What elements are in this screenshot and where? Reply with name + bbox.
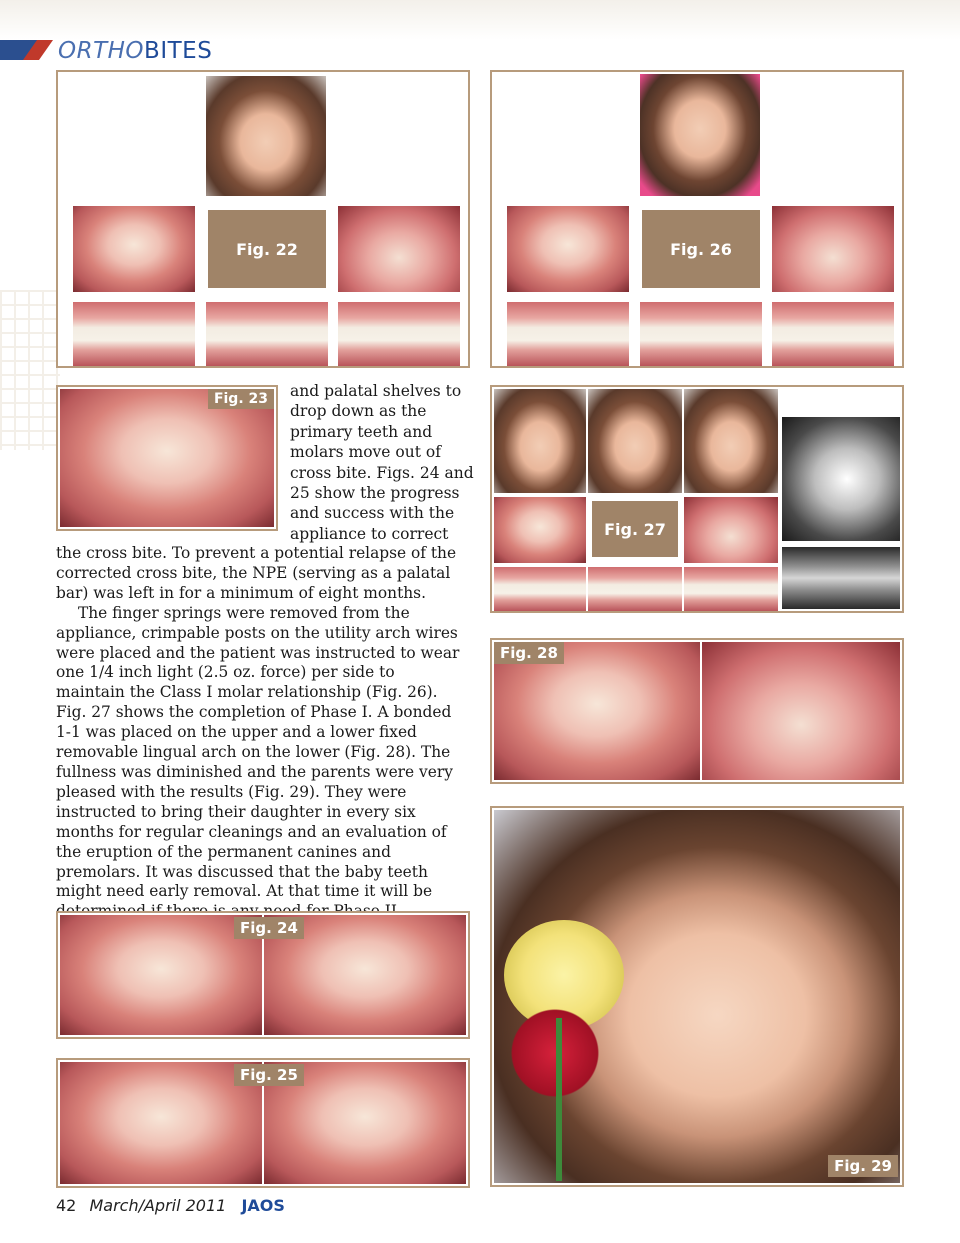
article-paragraph: The finger springs were removed from the appliance, crimpable posts on the utility arch wires were placed and the patient was instructed to wear one 1/4 inch light (2.5 oz. force) per side to maintain the Class I molar relationship (Fig. 26). Fig. 27 shows the completion of Phase I. A bonded 1-1 was placed on the upper and a lower fixed removable lingual arch on the lower (Fig. 28). The fullness was diminished and the parents were very pleased with the results (Fig. 29). They were instructed to bring their daughter in every six months for regular cleanings and an evaluation of the eruption of the permanent canines and premolars. It was discussed that the baby teeth might need early removal. At that time it will be [56, 603, 460, 901]
fig27-smile-photo [494, 389, 586, 493]
fig28-panel [490, 638, 904, 784]
fig22-label: Fig. 22 [208, 210, 326, 288]
fig26-panel [490, 70, 904, 368]
fig26-upper-occlusal-photo [507, 206, 629, 292]
fig23-label: Fig. 23 [208, 389, 274, 409]
fig26-lower-occlusal-photo [772, 206, 894, 292]
top-band [0, 0, 960, 40]
article-body [56, 544, 468, 922]
wrap-line: appliance to correct [290, 524, 449, 543]
fig27-lower-occlusal-photo [684, 497, 778, 563]
fig27-ceph-xray [782, 417, 900, 541]
fig26-label: Fig. 26 [642, 210, 760, 288]
article-wrap-text [290, 381, 475, 544]
fig28-lower-occlusal-photo [702, 642, 900, 780]
fig22-left-buccal-photo [338, 302, 460, 366]
fig27-profile-photo [684, 389, 778, 493]
wrap-line: molars move out of [290, 443, 441, 462]
fig29-label: Fig. 29 [828, 1155, 898, 1177]
fig27-upper-occlusal-photo [494, 497, 586, 563]
fig23-palatal-photo [60, 389, 274, 527]
page-number: 42 [56, 1196, 77, 1215]
fig26-right-buccal-photo [507, 302, 629, 366]
fig29-panel [490, 806, 904, 1187]
fig24-panel [56, 911, 470, 1039]
fig22-right-buccal-photo [73, 302, 195, 366]
fig22-frontal-photo [206, 302, 328, 366]
section-title: ORTHOBITES [58, 38, 213, 64]
fig27-label: Fig. 27 [592, 501, 678, 557]
fig27-panoramic-xray [782, 547, 900, 609]
fig28-label: Fig. 28 [494, 642, 564, 664]
wrap-line: primary teeth and [290, 422, 433, 441]
decorative-grid [0, 290, 60, 450]
red-flower [500, 1008, 610, 1098]
magazine-name: JAOS [241, 1196, 285, 1215]
article-paragraph: the cross bite. To prevent a potential relapse of the corrected cross bite, the NPE (serving as a palatal bar) was left in for a minimum of eight months. [56, 544, 457, 602]
fig26-frontal-photo [640, 302, 762, 366]
page-footer [56, 1196, 285, 1215]
fig25-panel [56, 1058, 470, 1188]
fig22-panel [56, 70, 470, 368]
fig27-panel [490, 385, 904, 613]
wrap-line: and palatal shelves to [290, 382, 462, 400]
fig26-left-buccal-photo [772, 302, 894, 366]
fig24-label: Fig. 24 [234, 917, 304, 939]
fig22-upper-occlusal-photo [73, 206, 195, 292]
fig27-right-buccal-photo [494, 567, 586, 611]
fig24-left-photo [60, 915, 262, 1035]
flower-stem [556, 1018, 562, 1181]
fig27-frontal-face-photo [588, 389, 682, 493]
fig27-left-buccal-photo [684, 567, 778, 611]
wrap-line: drop down as the [290, 402, 427, 421]
wrap-line: and success with the [290, 504, 455, 523]
fig22-lower-occlusal-photo [338, 206, 460, 292]
wrap-line: 25 show the progress [290, 484, 460, 503]
fig25-left-photo [60, 1062, 262, 1184]
wrap-line: cross bite. Figs. 24 and [290, 463, 474, 482]
issue-date: March/April 2011 [89, 1196, 227, 1215]
fig27-frontal-photo [588, 567, 682, 611]
fig26-portrait-photo [640, 74, 760, 196]
fig25-label: Fig. 25 [234, 1064, 304, 1086]
fig23-panel [56, 385, 278, 531]
fig22-portrait-photo [206, 76, 326, 196]
